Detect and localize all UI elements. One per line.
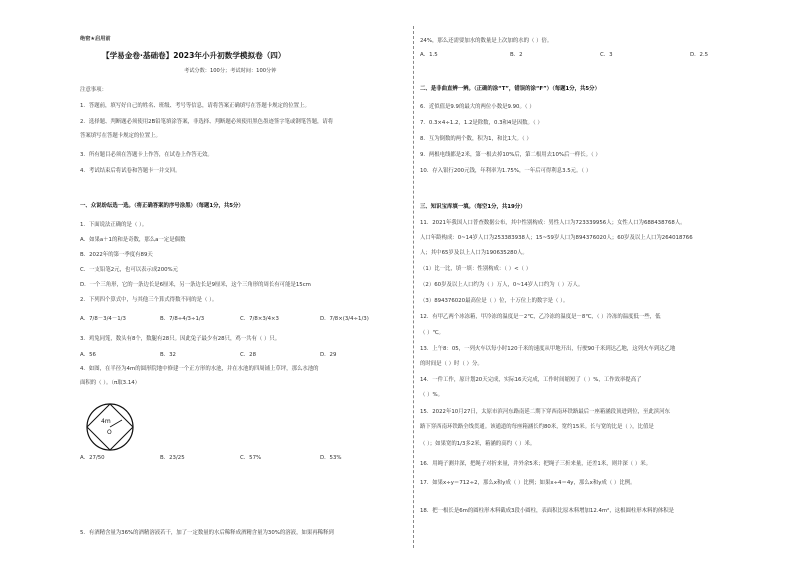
exam-subtitle: 考试分数：100分；考试时间：100分钟 [184,68,277,74]
q5-option-b: B．2 [510,52,523,58]
page-title: 【学易金卷·基础卷】2023年小升初数学模拟卷（四） [102,51,286,60]
q2-option-c: C．7/8×3/4×3 [240,316,279,322]
fill-11-line1: 11．2021年我国人口普查数据公布，其中性别构成：男性人口为723339956人；女性人口为688438768人。 [420,220,686,226]
section1-heading: 一、众说纷纭选一选。（将正确答案的序号涂黑）（每题1分，共5分） [80,203,244,209]
q4-option-b: B．23/25 [160,455,185,461]
q5-option-d: D．2.5 [690,52,709,58]
question-5: 5．有酒精含量为36%的酒精溶液若干，加了一定数量的水后稀释成酒精含量为30%的溶液，如果再稀释到 [80,530,334,536]
q1-option-d: D．一个三角形，它的一条边长是6厘米，另一条边长是9厘米，这个三角形的周长有可能是15cm [80,282,311,288]
fill-14-line1: 14．一件工作，原计划20天完成，实际16天完成，工作时间缩短了（ ）%，工作效率提高了 [420,377,642,383]
q2-option-a: A．7/8－3/4－1/3 [80,316,126,322]
notice-1: 1．答题前，填写好自己的姓名、班级、考号等信息，请将答案正确填写在答题卡规定的位置上。 [80,103,310,109]
judge-10: 10．存入银行200元钱，年利率为1.75%，一年后可得利息3.5元。（ ） [420,168,592,174]
fill-18: 18．把一根长是6m的圆柱形木料截成3段小圆柱，表面积比原木料增加12.4m²，这根圆柱形木料的体积是 [420,508,675,514]
q5-option-a: A．1.5 [420,52,438,58]
fill-13-line1: 13．上午8：05，一列火车以每小时120千米的速度从甲地开出，行驶90千米到达乙地，这列火车到达乙地 [420,346,676,352]
fill-12-line2: （ ）℃。 [420,330,444,336]
q3-option-d: D．29 [320,352,337,358]
q2-options [80,316,405,323]
secret-label: 绝密★启用前 [80,36,111,42]
fill-15-line2: 路下穿西南环铁路全线贯通。该通道的每座箱涵长约80米，宽约15米。长与宽的比是（ ），比值是 [420,424,654,430]
fill-11-part1: （1）比一比，填一填：性别构成：（ ）<（ ） [420,266,532,272]
q4-option-c: C．57% [240,455,262,461]
judge-8: 8．互为倒数的两个数，积为1，和比1大。（ ） [420,136,532,142]
fill-11-part3: （3）894376020最高位是（ ）位，十万位上的数字是（ ）。 [420,298,569,304]
fill-14-line2: （ ）%。 [420,392,444,398]
question-4-line2: 面积的（ ）。（π取3.14） [80,380,141,386]
fill-17: 17．如果x÷y＝712÷2，那么x和y成（ ）比例；如果x÷4＝4y，那么x和y成（ ）比例。 [420,480,636,486]
fill-15-line3: （ ）；如果宽的1/3多2米，箱涵的高约（ ）米。 [420,441,536,447]
q1-option-b: B．2022年的第一季度有89天 [80,252,153,258]
q4-option-d: D．53% [320,455,342,461]
q3-option-a: A．56 [80,352,96,358]
fill-11-line2: 人口年龄构成：0~14岁人口为253383938人；15~59岁人口为894376020人；60岁及以上人口为264018766 [420,235,693,241]
notice-heading: 注意事项： [80,87,107,93]
q3-option-c: C．28 [240,352,257,358]
radius-label: 4m [101,418,111,425]
section3-heading: 三、知识宝库填一填。（每空1分，共19分） [420,204,526,210]
notice-3: 3．所有题目必须在答题卡上作答，在试卷上作答无效。 [80,152,213,158]
q4-option-a: A．27/50 [80,455,105,461]
fill-11-line3: 人；其中65岁及以上人口为190635280人。 [420,250,528,256]
fill-13-line2: 的时间是（ ）时（ ）分。 [420,361,483,367]
question-5-cont: 24%，那么还需要加水的数量是上次加的水的（ ）倍。 [420,38,553,44]
center-mark: O [107,429,112,436]
fill-16: 16．用绳子测井深，把绳子对折来量，井外余5米；把绳子三折来量，还差1米，则井深（ ）米。 [420,461,652,467]
question-1: 1．下面说法正确的是（ ）。 [80,222,148,228]
judge-7: 7．0.3×4÷1.2，1.2是除数，0.3和4是因数。（ ） [420,120,543,126]
notice-2: 2．选择题、判断题必须使用2B铅笔填涂答案，非选择、判断题必须使用黑色墨迹签字笔或钢笔答题，请将 [80,119,334,125]
column-divider [413,26,414,548]
q1-option-a: A．如果a＋1的和是奇数，那么a一定是偶数 [80,237,186,243]
notice-4: 4．考试结束后将试卷和答题卡一并交回。 [80,168,181,174]
fill-12-line1: 12．有甲乙两个冰冻箱，甲冷冻的温度是－2℃，乙冷冻的温度是－8℃，（ ）冷冻的温度低一些，低 [420,314,661,320]
q3-options [80,352,400,359]
q2-option-d: D．7/8×(3/4÷1/3) [320,316,369,322]
fill-15-line1: 15．2022年10月27日，太原市滨河东路南延二期下穿西南环铁路最后一座箱涵段顶进到位，至此滨河东 [420,409,670,415]
question-4-line1: 4．如图，在半径为4m的圆形院地中修建一个正方形的水池，并在水池的四周铺上草坪，那么水池的 [80,366,319,372]
q3-option-b: B．32 [160,352,176,358]
fill-11-part2: （2）60岁及以上人口约为（ ）万人，0~14岁人口约为（ ）万人。 [420,282,584,288]
judge-6: 6．近似值是9.9的最大的两位小数是9.90。（ ） [420,104,535,110]
question-3: 3．鸡兔同笼，数头有8个，数腿有28只。因此兔子最少有28只，鸡一共有（ ）只。 [80,336,281,342]
q2-option-b: B．7/8÷4/3÷1/3 [160,316,205,322]
q4-options [80,455,400,462]
notice-2-cont: 答案填写在答题卡规定的位置上。 [80,133,161,139]
q5-options [420,52,770,59]
q5-option-c: C．3 [600,52,613,58]
circle-square-figure [85,402,135,452]
section2-heading: 二、是非曲直辨一辨。（正确的涂“T”，错误的涂“F”）（每题1分，共5分） [420,86,600,92]
question-2: 2．下列四个算式中，与其他三个算式得数不同的是（ ）。 [80,297,218,303]
q1-option-c: C．一支铅笔2元，也可以表示成200%元 [80,267,179,273]
judge-9: 9．两根电线都是2米，第一根去掉10%后，第二根用去10%后一样长。（ ） [420,152,601,158]
